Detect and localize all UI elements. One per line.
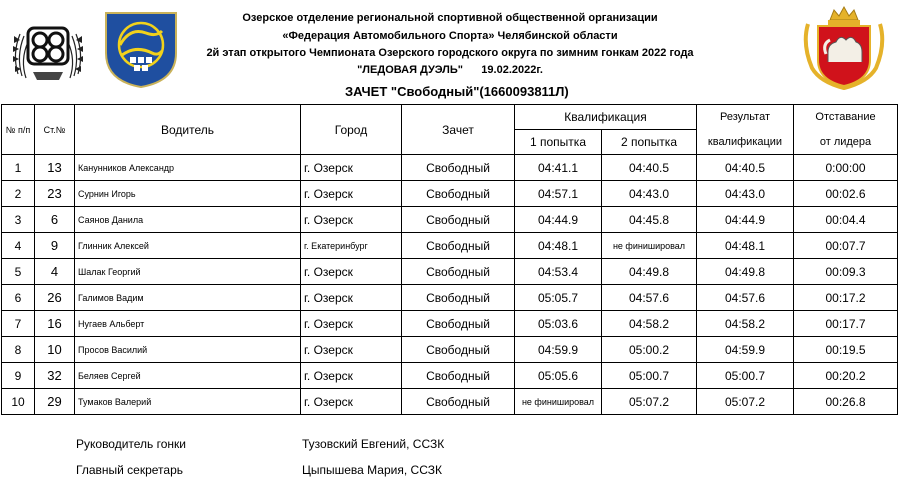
row-class: Свободный <box>402 389 515 415</box>
row-class: Свободный <box>402 363 515 389</box>
row-gap: 00:04.4 <box>794 207 898 233</box>
table-row <box>2 389 898 415</box>
row-num: 5 <box>2 259 35 285</box>
col-header-driver: Водитель <box>75 105 301 155</box>
row-start-number: 13 <box>35 155 75 181</box>
header-line-4: "ЛЕДОВАЯ ДУЭЛЬ" 19.02.2022г. <box>357 64 543 76</box>
row-num: 4 <box>2 233 35 259</box>
row-city: г. Озерск <box>301 207 402 233</box>
row-class: Свободный <box>402 337 515 363</box>
row-driver: Канунников Александр <box>75 155 301 181</box>
race-director-name: Тузовский Евгений, ССЗК <box>302 437 445 451</box>
col-header-gap-bottom: от лидера <box>794 130 898 155</box>
row-start-number: 6 <box>35 207 75 233</box>
row-result: 04:49.8 <box>697 259 794 285</box>
row-try1: 04:57.1 <box>515 181 602 207</box>
results-table <box>1 104 898 415</box>
row-num: 10 <box>2 389 35 415</box>
header-line-2: «Федерация Автомобильного Спорта» Челябинской области <box>282 30 618 42</box>
table-row <box>2 259 898 285</box>
row-driver: Сурнин Игорь <box>75 181 301 207</box>
row-result: 05:00.7 <box>697 363 794 389</box>
secretary-name: Цыпышева Мария, ССЗК <box>302 463 442 477</box>
row-try1: 05:05.6 <box>515 363 602 389</box>
secretary-label: Главный секретарь <box>76 463 183 477</box>
row-driver: Нугаев Альберт <box>75 311 301 337</box>
header-line-3: 2й этап открытого Чемпионата Озерского городского округа по зимним гонкам 2022 года <box>206 47 694 59</box>
col-header-city: Город <box>301 105 402 155</box>
row-try2: 04:40.5 <box>602 155 697 181</box>
row-gap: 0:00:00 <box>794 155 898 181</box>
row-gap: 00:19.5 <box>794 337 898 363</box>
row-num: 9 <box>2 363 35 389</box>
row-num: 1 <box>2 155 35 181</box>
row-start-number: 29 <box>35 389 75 415</box>
row-try1: 04:44.9 <box>515 207 602 233</box>
col-header-try2: 2 попытка <box>602 130 697 155</box>
row-try1: 04:48.1 <box>515 233 602 259</box>
row-gap: 00:20.2 <box>794 363 898 389</box>
row-driver: Саянов Данила <box>75 207 301 233</box>
row-city: г. Озерск <box>301 389 402 415</box>
row-try2: 04:57.6 <box>602 285 697 311</box>
row-result: 04:43.0 <box>697 181 794 207</box>
row-try2: 04:58.2 <box>602 311 697 337</box>
col-header-gap-top: Отставание <box>794 105 898 130</box>
col-header-result-top: Результат <box>697 105 794 130</box>
row-gap: 00:26.8 <box>794 389 898 415</box>
row-try2: 04:43.0 <box>602 181 697 207</box>
row-start-number: 10 <box>35 337 75 363</box>
col-header-qualification: Квалификация <box>515 105 697 130</box>
row-result: 04:59.9 <box>697 337 794 363</box>
col-header-try1: 1 попытка <box>515 130 602 155</box>
row-class: Свободный <box>402 181 515 207</box>
row-result: 04:44.9 <box>697 207 794 233</box>
row-num: 7 <box>2 311 35 337</box>
row-city: г. Озерск <box>301 311 402 337</box>
row-try2: 05:07.2 <box>602 389 697 415</box>
row-gap: 00:17.7 <box>794 311 898 337</box>
col-header-start: Ст.№ <box>35 105 75 155</box>
table-row <box>2 337 898 363</box>
table-row <box>2 363 898 389</box>
row-class: Свободный <box>402 259 515 285</box>
row-driver: Просов Василий <box>75 337 301 363</box>
col-header-result-bottom: квалификации <box>697 130 794 155</box>
col-header-num: № п/п <box>2 105 35 155</box>
table-row <box>2 207 898 233</box>
row-gap: 00:07.7 <box>794 233 898 259</box>
row-num: 8 <box>2 337 35 363</box>
row-start-number: 4 <box>35 259 75 285</box>
row-class: Свободный <box>402 233 515 259</box>
row-start-number: 9 <box>35 233 75 259</box>
row-city: г. Озерск <box>301 155 402 181</box>
race-director-label: Руководитель гонки <box>76 437 187 451</box>
classification-subtitle: ЗАЧЕТ "Свободный"(1660093811Л) <box>345 84 569 99</box>
row-start-number: 23 <box>35 181 75 207</box>
table-row <box>2 311 898 337</box>
row-try2: не финишировал <box>602 233 697 259</box>
row-num: 6 <box>2 285 35 311</box>
row-try2: 05:00.7 <box>602 363 697 389</box>
row-gap: 00:17.2 <box>794 285 898 311</box>
row-class: Свободный <box>402 311 515 337</box>
row-class: Свободный <box>402 155 515 181</box>
row-try1: 04:53.4 <box>515 259 602 285</box>
row-start-number: 16 <box>35 311 75 337</box>
row-city: г. Екатеринбург <box>301 233 402 259</box>
row-city: г. Озерск <box>301 285 402 311</box>
row-city: г. Озерск <box>301 337 402 363</box>
row-result: 04:57.6 <box>697 285 794 311</box>
header-line-1: Озерское отделение региональной спортивной общественной организации <box>242 12 658 24</box>
row-try1: 04:59.9 <box>515 337 602 363</box>
row-class: Свободный <box>402 285 515 311</box>
row-result: 04:58.2 <box>697 311 794 337</box>
table-row <box>2 155 898 181</box>
row-try1: не финишировал <box>515 389 602 415</box>
table-row <box>2 285 898 311</box>
row-result: 04:40.5 <box>697 155 794 181</box>
row-start-number: 26 <box>35 285 75 311</box>
row-driver: Беляев Сергей <box>75 363 301 389</box>
row-try2: 04:45.8 <box>602 207 697 233</box>
row-gap: 00:02.6 <box>794 181 898 207</box>
row-driver: Шалак Георгий <box>75 259 301 285</box>
row-driver: Галимов Вадим <box>75 285 301 311</box>
row-result: 04:48.1 <box>697 233 794 259</box>
row-gap: 00:09.3 <box>794 259 898 285</box>
row-result: 05:07.2 <box>697 389 794 415</box>
row-try1: 05:03.6 <box>515 311 602 337</box>
row-start-number: 32 <box>35 363 75 389</box>
row-city: г. Озерск <box>301 363 402 389</box>
row-class: Свободный <box>402 207 515 233</box>
table-row <box>2 233 898 259</box>
row-num: 3 <box>2 207 35 233</box>
row-city: г. Озерск <box>301 259 402 285</box>
row-try2: 05:00.2 <box>602 337 697 363</box>
row-try1: 04:41.1 <box>515 155 602 181</box>
row-city: г. Озерск <box>301 181 402 207</box>
row-try2: 04:49.8 <box>602 259 697 285</box>
row-driver: Тумаков Валерий <box>75 389 301 415</box>
col-header-class: Зачет <box>402 105 515 155</box>
row-num: 2 <box>2 181 35 207</box>
row-try1: 05:05.7 <box>515 285 602 311</box>
row-driver: Глинник Алексей <box>75 233 301 259</box>
table-row <box>2 181 898 207</box>
